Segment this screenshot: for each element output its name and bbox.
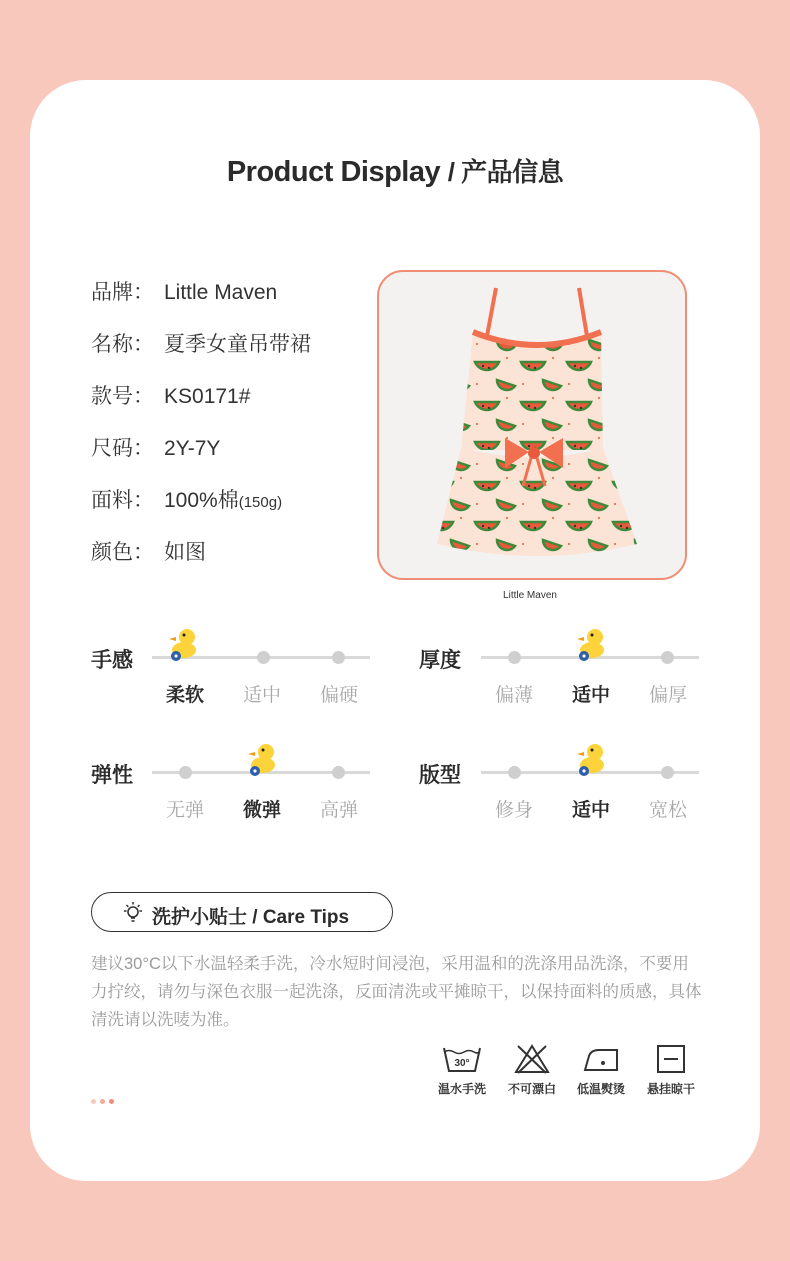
page-dot: [100, 1099, 105, 1104]
duck-marker-icon: [576, 741, 608, 777]
no-bleach-icon: [514, 1044, 550, 1074]
care-tips-badge: [91, 892, 393, 932]
info-value: KS0171#: [164, 385, 251, 408]
attr-name: 版型: [419, 764, 461, 787]
info-key: 款号：: [91, 385, 154, 408]
scale-fit: [481, 745, 699, 825]
photo-caption: Little Maven: [503, 590, 557, 601]
attr-name: 手感: [91, 649, 133, 672]
info-key: 品牌：: [91, 281, 154, 304]
info-row-fabric: [91, 484, 282, 514]
scale-thickness: [481, 630, 699, 710]
page-title: [0, 152, 790, 189]
attr-name: 厚度: [419, 649, 461, 672]
care-tips-label: 洗护小贴士 / Care Tips: [152, 907, 350, 928]
attr-name: 弹性: [91, 764, 133, 787]
info-row-name: [91, 328, 311, 358]
scale-label: 偏硬: [319, 685, 358, 706]
wash-item: [566, 1044, 636, 1097]
scale-dot: [332, 766, 345, 779]
low-iron-icon: [581, 1044, 621, 1074]
info-value: Little Maven: [164, 281, 278, 304]
scale-hand-feel: [152, 630, 370, 710]
info-key: 颜色：: [91, 541, 154, 564]
duck-marker-icon: [576, 626, 608, 662]
scale-dot: [508, 651, 521, 664]
scale-label: 适中: [571, 800, 610, 821]
wash-item: [636, 1044, 706, 1097]
scale-label: 无弹: [165, 800, 204, 821]
scale-label: 偏厚: [648, 685, 687, 706]
info-row-size: [91, 432, 220, 462]
title-cn: / 产品信息: [447, 157, 564, 187]
page-indicator: [91, 1091, 118, 1109]
scale-dot: [257, 651, 270, 664]
scale-label: 高弹: [319, 800, 358, 821]
wash-label: 悬挂晾干: [646, 1082, 695, 1096]
scale-dot: [179, 766, 192, 779]
lightbulb-icon: [122, 901, 144, 925]
dress-illustration: [379, 272, 685, 578]
scale-label: 宽松: [648, 800, 687, 821]
info-value: 夏季女童吊带裙: [164, 333, 311, 356]
scale-dot: [661, 766, 674, 779]
info-value: 100%棉: [164, 489, 239, 512]
info-row-color: [91, 536, 206, 566]
info-extra: (150g): [238, 494, 283, 511]
scale-dot: [661, 651, 674, 664]
wash-label: 不可漂白: [507, 1082, 556, 1096]
info-row-brand: [91, 276, 277, 306]
scale-label: 偏薄: [494, 685, 533, 706]
scale-label: 微弹: [242, 800, 281, 821]
wash-label: 温水手洗: [437, 1082, 486, 1096]
info-key: 尺码：: [91, 437, 154, 460]
page-dot: [91, 1099, 96, 1104]
scale-dot: [332, 651, 345, 664]
duck-marker-icon: [247, 741, 279, 777]
hand-wash-icon: [442, 1044, 482, 1074]
info-value: 2Y-7Y: [164, 437, 221, 460]
duck-marker-icon: [168, 626, 200, 662]
scale-label: 修身: [494, 800, 533, 821]
product-photo: [377, 270, 687, 580]
info-key: 面料：: [91, 489, 154, 512]
wash-item: [427, 1044, 497, 1097]
scale-dot: [508, 766, 521, 779]
page-dot: [109, 1099, 114, 1104]
care-instructions: 建议30°C以下水温轻柔手洗，冷水短时间浸泡，采用温和的洗涤用品洗涤，不要用力拧绞，请勿与深色衣服一起洗涤，反面清洗或平摊晾干，以保持面料的质感，具体清洗请以洗唛为准。: [91, 955, 702, 1029]
scale-label: 适中: [242, 685, 281, 706]
scale-elasticity: [152, 745, 370, 825]
tub-temperature: 30°: [454, 1058, 470, 1069]
title-en: Product Display: [226, 156, 441, 188]
info-key: 名称：: [91, 333, 154, 356]
scale-label: 适中: [571, 685, 610, 706]
info-value: 如图: [164, 541, 206, 564]
info-row-style-no: [91, 380, 250, 410]
hang-dry-icon: [656, 1044, 686, 1074]
wash-label: 低温熨烫: [576, 1082, 625, 1096]
wash-item: [497, 1044, 567, 1097]
scale-label: 柔软: [165, 685, 204, 706]
